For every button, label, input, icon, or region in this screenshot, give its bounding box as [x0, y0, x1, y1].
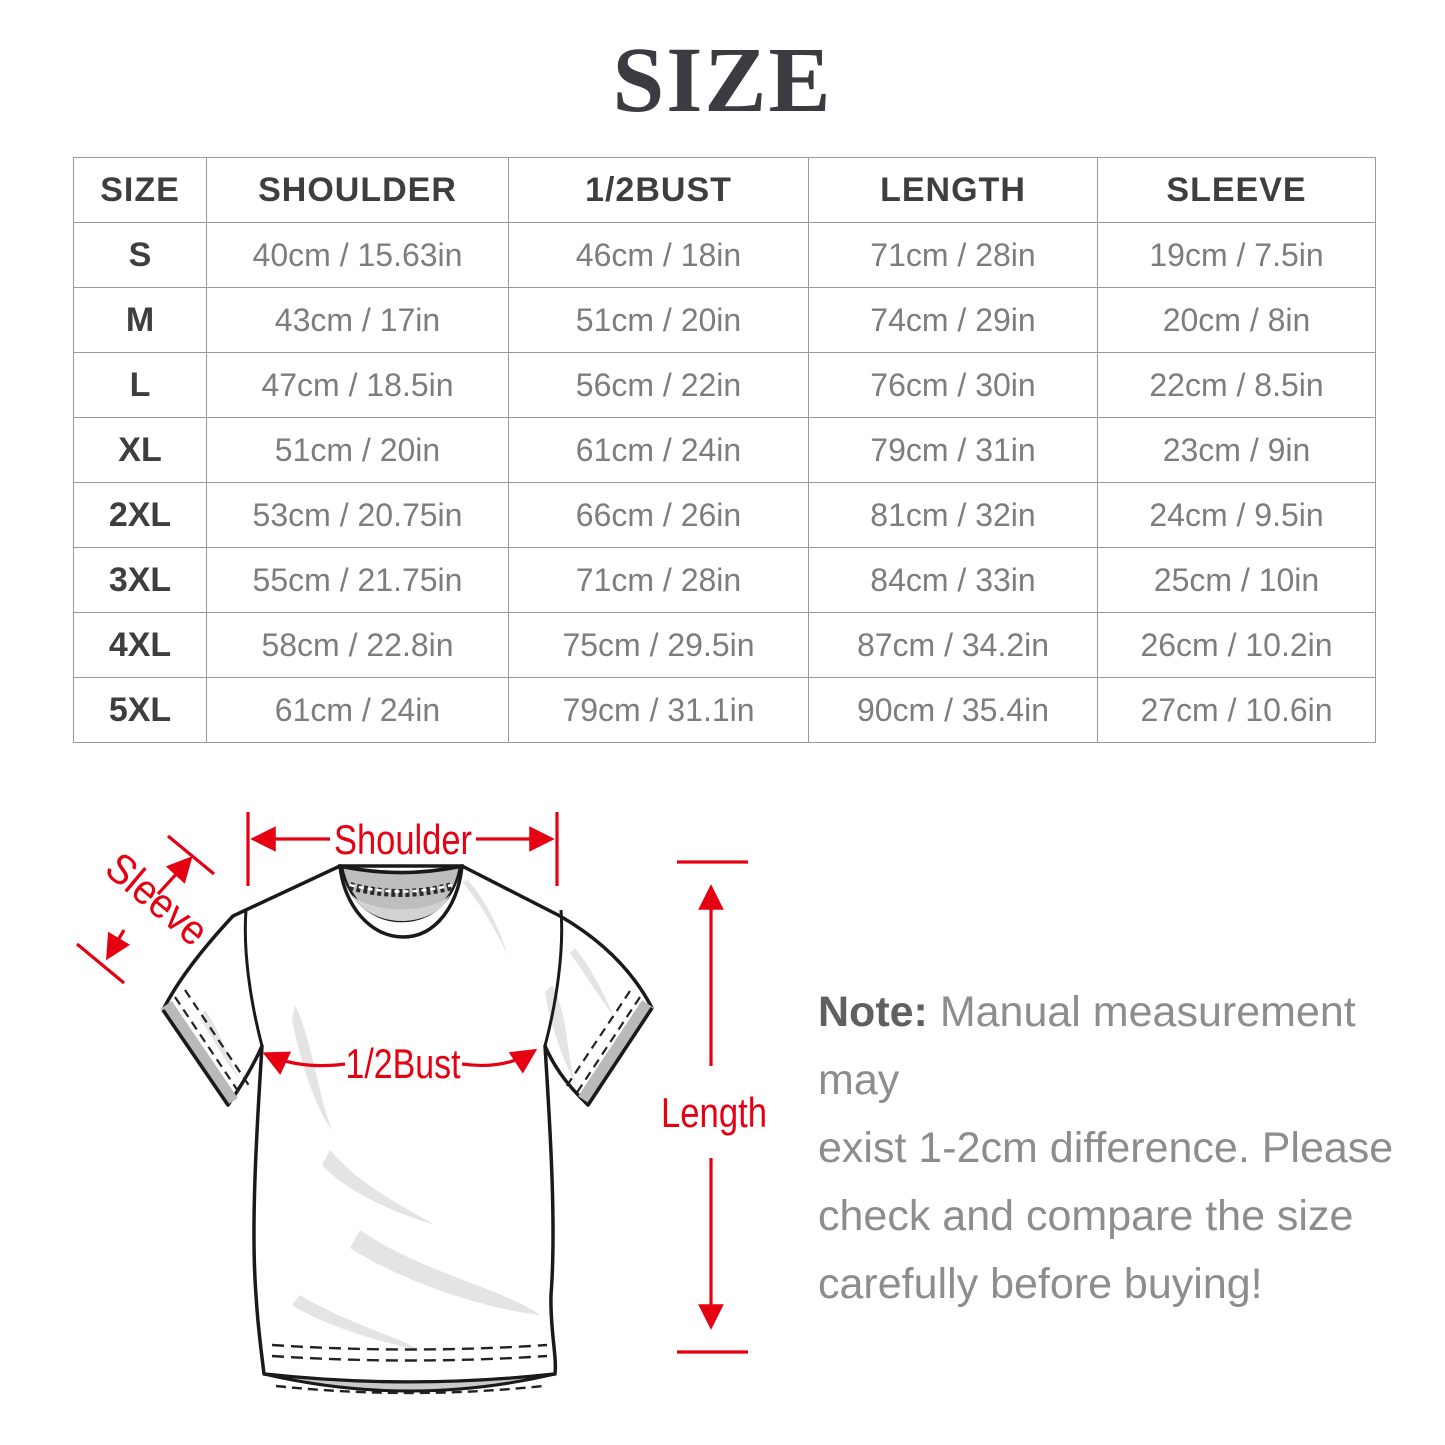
col-header-bust: 1/2BUST — [509, 158, 809, 223]
size-label: 3XL — [74, 548, 207, 613]
bust-label: 1/2Bust — [345, 1040, 461, 1087]
shoulder-value: 58cm / 22.8in — [207, 613, 509, 678]
bust-value: 46cm / 18in — [509, 223, 809, 288]
bust-value: 75cm / 29.5in — [509, 613, 809, 678]
shoulder-value: 53cm / 20.75in — [207, 483, 509, 548]
table-row — [74, 418, 1376, 483]
col-header-size: SIZE — [74, 158, 207, 223]
length-value: 71cm / 28in — [809, 223, 1098, 288]
table-row — [74, 483, 1376, 548]
tshirt-illustration — [163, 866, 652, 1393]
page-title: SIZE — [612, 29, 833, 132]
sleeve-label: Sleeve — [97, 842, 226, 962]
sleeve-value: 19cm / 7.5in — [1098, 223, 1376, 288]
length-value: 74cm / 29in — [809, 288, 1098, 353]
shoulder-value: 47cm / 18.5in — [207, 353, 509, 418]
table-row — [74, 353, 1376, 418]
tshirt-body — [163, 866, 652, 1382]
table-row — [74, 223, 1376, 288]
bust-value: 51cm / 20in — [509, 288, 809, 353]
sleeve-value: 20cm / 8in — [1098, 288, 1376, 353]
shoulder-value: 40cm / 15.63in — [207, 223, 509, 288]
size-label: 5XL — [74, 678, 207, 743]
size-label: 4XL — [74, 613, 207, 678]
table-row — [74, 548, 1376, 613]
length-dimension — [661, 862, 767, 1352]
size-label: M — [74, 288, 207, 353]
col-header-length: LENGTH — [809, 158, 1098, 223]
length-value: 84cm / 33in — [809, 548, 1098, 613]
col-header-shoulder: SHOULDER — [207, 158, 509, 223]
sleeve-value: 26cm / 10.2in — [1098, 613, 1376, 678]
sleeve-value: 27cm / 10.6in — [1098, 678, 1376, 743]
size-table — [73, 157, 1376, 743]
bust-value: 71cm / 28in — [509, 548, 809, 613]
note-line: exist 1-2cm difference. Please — [818, 1124, 1394, 1172]
size-label: L — [74, 353, 207, 418]
table-row — [74, 613, 1376, 678]
size-label: S — [74, 223, 207, 288]
sleeve-value: 22cm / 8.5in — [1098, 353, 1376, 418]
size-label: 2XL — [74, 483, 207, 548]
table-row — [74, 288, 1376, 353]
length-value: 90cm / 35.4in — [809, 678, 1098, 743]
length-value: 76cm / 30in — [809, 353, 1098, 418]
note-line: check and compare the size — [818, 1192, 1354, 1240]
measurement-note — [818, 978, 1418, 1318]
length-value: 87cm / 34.2in — [809, 613, 1098, 678]
note-text: Manual measurement may — [818, 988, 1356, 1104]
sleeve-value: 24cm / 9.5in — [1098, 483, 1376, 548]
shoulder-value: 61cm / 24in — [207, 678, 509, 743]
length-label: Length — [661, 1089, 767, 1136]
length-value: 79cm / 31in — [809, 418, 1098, 483]
size-label: XL — [74, 418, 207, 483]
note-line: carefully before buying! — [818, 1260, 1263, 1308]
sleeve-value: 25cm / 10in — [1098, 548, 1376, 613]
table-header-row — [74, 158, 1376, 223]
length-value: 81cm / 32in — [809, 483, 1098, 548]
shoulder-value: 43cm / 17in — [207, 288, 509, 353]
bust-value: 66cm / 26in — [509, 483, 809, 548]
bust-value: 56cm / 22in — [509, 353, 809, 418]
note-label: Note: — [818, 988, 928, 1036]
col-header-sleeve: SLEEVE — [1098, 158, 1376, 223]
bust-value: 79cm / 31.1in — [509, 678, 809, 743]
shoulder-value: 55cm / 21.75in — [207, 548, 509, 613]
shoulder-value: 51cm / 20in — [207, 418, 509, 483]
note-line — [818, 978, 1418, 1114]
shoulder-label: Shoulder — [334, 816, 473, 863]
table-row — [74, 678, 1376, 743]
bust-value: 61cm / 24in — [509, 418, 809, 483]
sleeve-value: 23cm / 9in — [1098, 418, 1376, 483]
